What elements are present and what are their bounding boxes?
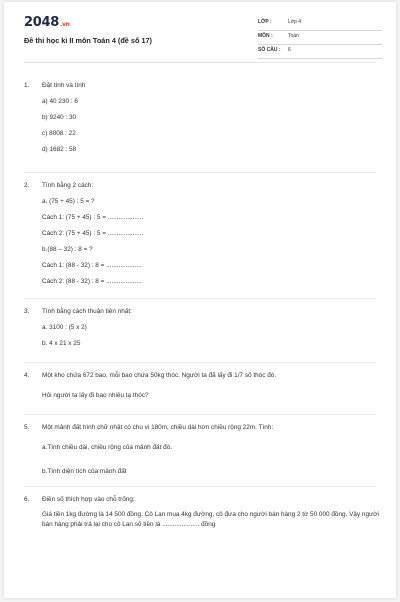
question-divider bbox=[24, 486, 376, 487]
question-number: 1. bbox=[24, 82, 30, 89]
meta-value: 6 bbox=[288, 47, 291, 53]
question-line: a) 40 230 : 6 bbox=[42, 98, 78, 105]
meta-row-subject bbox=[258, 30, 382, 45]
meta-row-count bbox=[258, 44, 382, 59]
question-line: Hỏi người ta lấy đi bao nhiêu tạ thóc? bbox=[42, 392, 149, 399]
question-divider bbox=[24, 172, 376, 173]
meta-value: Lớp 4 bbox=[288, 19, 302, 25]
meta-value: Toán bbox=[288, 33, 299, 39]
header-divider bbox=[24, 62, 376, 63]
question-line: b.Tính diện tích của mảnh đất bbox=[42, 468, 127, 475]
question-number: 2. bbox=[24, 182, 30, 189]
question-line: d) 1682 : 58 bbox=[42, 146, 77, 153]
site-logo[interactable] bbox=[24, 15, 70, 30]
question-number: 4. bbox=[24, 372, 30, 379]
logo-suffix: .vn bbox=[59, 21, 70, 28]
question-line: Tính bằng 2 cách: bbox=[42, 182, 94, 189]
meta-label: SỐ CÂU : bbox=[258, 47, 281, 53]
question-divider bbox=[24, 298, 376, 299]
page-title: Đề thi học kì II môn Toán 4 (đề số 17) bbox=[24, 36, 152, 45]
meta-label: LỚP : bbox=[258, 19, 272, 25]
question-divider bbox=[24, 414, 376, 415]
worksheet-page bbox=[4, 2, 396, 598]
question-line: c) 8008 : 22 bbox=[42, 130, 76, 137]
question-line: b) 9240 : 30 bbox=[42, 114, 77, 121]
question-number: 3. bbox=[24, 308, 30, 315]
question-line: Cách 2: (75 + 45) : 5 = .................... bbox=[42, 230, 144, 237]
question-line: Một kho chứa 672 bao, mỗi bao chứa 50kg thóc. Người ta đã lấy đi 1/7 số thóc đó. bbox=[42, 372, 277, 379]
question-line: Cách 1: (88 - 32) : 8 = .................... bbox=[42, 262, 142, 269]
logo-text: 2048 bbox=[24, 15, 59, 30]
question-line: Đặt tính và tính bbox=[42, 82, 86, 89]
question-line: a. 3100 : (5 x 2) bbox=[42, 324, 87, 331]
question-line: Cách 1: (75 + 45) : 5 = .................... bbox=[42, 214, 144, 221]
question-line: Một mảnh đất hình chữ nhật có chu vi 180m, chiều dài hơn chiều rộng 22m. Tính: bbox=[42, 424, 274, 431]
meta-row-class bbox=[258, 16, 382, 31]
question-line: b. 4 x 21 x 25 bbox=[42, 340, 81, 347]
question-line: a.Tính chiều dài, chiều rộng của mảnh đất đó. bbox=[42, 444, 173, 451]
question-number: 5. bbox=[24, 424, 30, 431]
meta-label: MÔN : bbox=[258, 33, 273, 39]
question-paragraph: Giá tiền 1kg đường là 14 500 đồng. Cô Lan mua 4kg đường, cô đưa cho người bán hàng 2 tờ 50 000 đồng. Vậy người bán hàng phải trả lại cho cô Lan số tiền là ..................... đồng bbox=[42, 511, 379, 528]
question-line: Cách 2: (88 - 32) : 8 = .................... bbox=[42, 278, 142, 285]
question-line: Điền số thích hợp vào chỗ trống: bbox=[42, 496, 135, 503]
question-number: 6. bbox=[24, 496, 30, 503]
question-line: b.(88 – 32) : 8 = ? bbox=[42, 246, 93, 253]
question-line: a. (75 + 45) : 5 = ? bbox=[42, 198, 95, 205]
question-line: Tính bằng cách thuận tiện nhất: bbox=[42, 308, 132, 315]
question-divider bbox=[24, 362, 376, 363]
